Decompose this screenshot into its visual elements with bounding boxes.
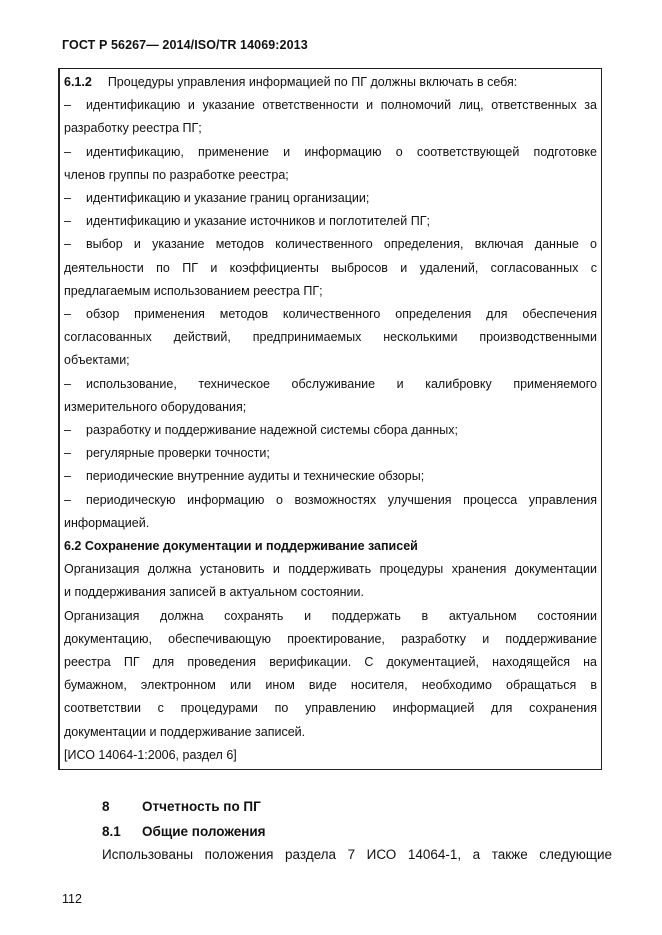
list-item-text: согласованных действий, предпринимаемых несколькими производственными — [64, 330, 597, 345]
section-8-1-title: Общие положения — [142, 824, 266, 839]
section-8-1-number: 8.1 — [102, 824, 121, 839]
dash-marker: – — [64, 307, 71, 322]
para2-line — [64, 674, 597, 697]
list-item-text: идентификацию, применение и информацию о соответствующей подготовке — [86, 144, 597, 159]
list-item — [64, 117, 597, 140]
clause-text: Процедуры управления информацией по ПГ должны включать в себя: — [107, 75, 518, 89]
para1-line — [64, 558, 597, 581]
paragraph-1 — [64, 558, 597, 604]
list-item-text: разработку реестра ПГ; — [64, 121, 202, 136]
dash-marker: – — [64, 446, 71, 461]
list-item-text: деятельности по ПГ и коэффициенты выбросов и удалений, согласованных с — [64, 260, 597, 275]
list-item — [64, 326, 597, 349]
list-item-text: идентификацию и указание ответственности и полномочий лиц, ответственных за — [86, 98, 597, 113]
list-item — [64, 303, 597, 326]
para2-line — [64, 697, 597, 720]
quoted-text-box — [58, 68, 602, 770]
bullet-list — [64, 94, 597, 535]
para2-line-text: Организация должна сохранять и поддержать в актуальном состоянии — [64, 608, 597, 623]
para2-line — [64, 651, 597, 674]
body-text: Использованы положения раздела 7 ИСО 14064-1, а также следующие — [102, 847, 612, 862]
dash-marker: – — [64, 191, 71, 206]
section-8-1-heading — [102, 824, 266, 839]
list-item-text: идентификацию и указание границ организации; — [86, 191, 370, 206]
list-item — [64, 210, 597, 233]
list-item-text: идентификацию и указание источников и поглотителей ПГ; — [86, 214, 430, 229]
list-item-text: членов группы по разработке реестра; — [64, 167, 289, 182]
list-item — [64, 373, 597, 396]
reference-line: [ИСО 14064-1:2006, раздел 6] — [64, 747, 237, 762]
para2-line — [64, 721, 597, 744]
list-item — [64, 141, 597, 164]
clause-number: 6.1.2 — [64, 75, 92, 89]
list-item — [64, 164, 597, 187]
list-item-text: регулярные проверки точности; — [86, 446, 270, 461]
list-item-text: обзор применения методов количественного определения для обеспечения — [86, 307, 597, 322]
para1-line-text: Организация должна установить и поддерживать процедуры хранения документации — [64, 562, 597, 577]
para2-line — [64, 628, 597, 651]
para2-line-text: документацию, обеспечивающую проектирование, разработку и поддерживание — [64, 631, 597, 646]
list-item — [64, 419, 597, 442]
dash-marker: – — [64, 214, 71, 229]
section-6-2-heading: 6.2 Сохранение документации и поддерживание записей — [64, 539, 418, 554]
section-8-number: 8 — [102, 799, 110, 814]
para2-line — [64, 605, 597, 628]
para1-line-text: и поддерживания записей в актуальном состоянии. — [64, 585, 364, 600]
list-item-text: использование, техническое обслуживание и калибровку применяемого — [86, 376, 597, 391]
list-item-text: выбор и указание методов количественного определения, включая данные о — [86, 237, 597, 252]
dash-marker: – — [64, 237, 71, 252]
dash-marker: – — [64, 423, 71, 438]
list-item — [64, 94, 597, 117]
para2-line-text: документации и поддерживание записей. — [64, 724, 306, 739]
list-item-text: предлагаемым использованием реестра ПГ; — [64, 283, 323, 298]
para2-line-text: реестра ПГ для проведения верификации. С документацией, находящейся на — [64, 655, 597, 670]
list-item-text: измерительного оборудования; — [64, 399, 247, 414]
list-item-text: информацией. — [64, 515, 150, 530]
para2-line-text: бумажном, электронном или ином виде носителя, необходимо обращаться в — [64, 678, 597, 693]
section-8-title: Отчетность по ПГ — [142, 799, 261, 814]
list-item — [64, 512, 597, 535]
list-item-text: периодические внутренние аудиты и технические обзоры; — [86, 469, 425, 484]
page-number: 112 — [62, 892, 82, 906]
dash-marker: – — [64, 469, 71, 484]
dash-marker: – — [64, 376, 71, 391]
list-item — [64, 187, 597, 210]
dash-marker: – — [64, 492, 71, 507]
list-item — [64, 233, 597, 256]
list-item-text: разработку и поддерживание надежной системы сбора данных; — [86, 423, 458, 438]
list-item-text: периодическую информацию о возможностях улучшения процесса управления — [86, 492, 597, 507]
list-item — [64, 257, 597, 280]
para2-line-text: соответствии с процедурами по управлению информацией для сохранения — [64, 701, 597, 716]
list-item-text: объектами; — [64, 353, 130, 368]
section-8-heading — [102, 799, 261, 814]
list-item — [64, 465, 597, 488]
dash-marker: – — [64, 144, 71, 159]
clause-line — [64, 71, 597, 94]
list-item — [64, 442, 597, 465]
list-item — [64, 280, 597, 303]
list-item — [64, 489, 597, 512]
dash-marker: – — [64, 98, 71, 113]
list-item — [64, 396, 597, 419]
paragraph-2 — [64, 605, 597, 744]
document-header: ГОСТ Р 56267— 2014/ISO/TR 14069:2013 — [62, 38, 308, 52]
para1-line — [64, 581, 597, 604]
list-item — [64, 349, 597, 372]
